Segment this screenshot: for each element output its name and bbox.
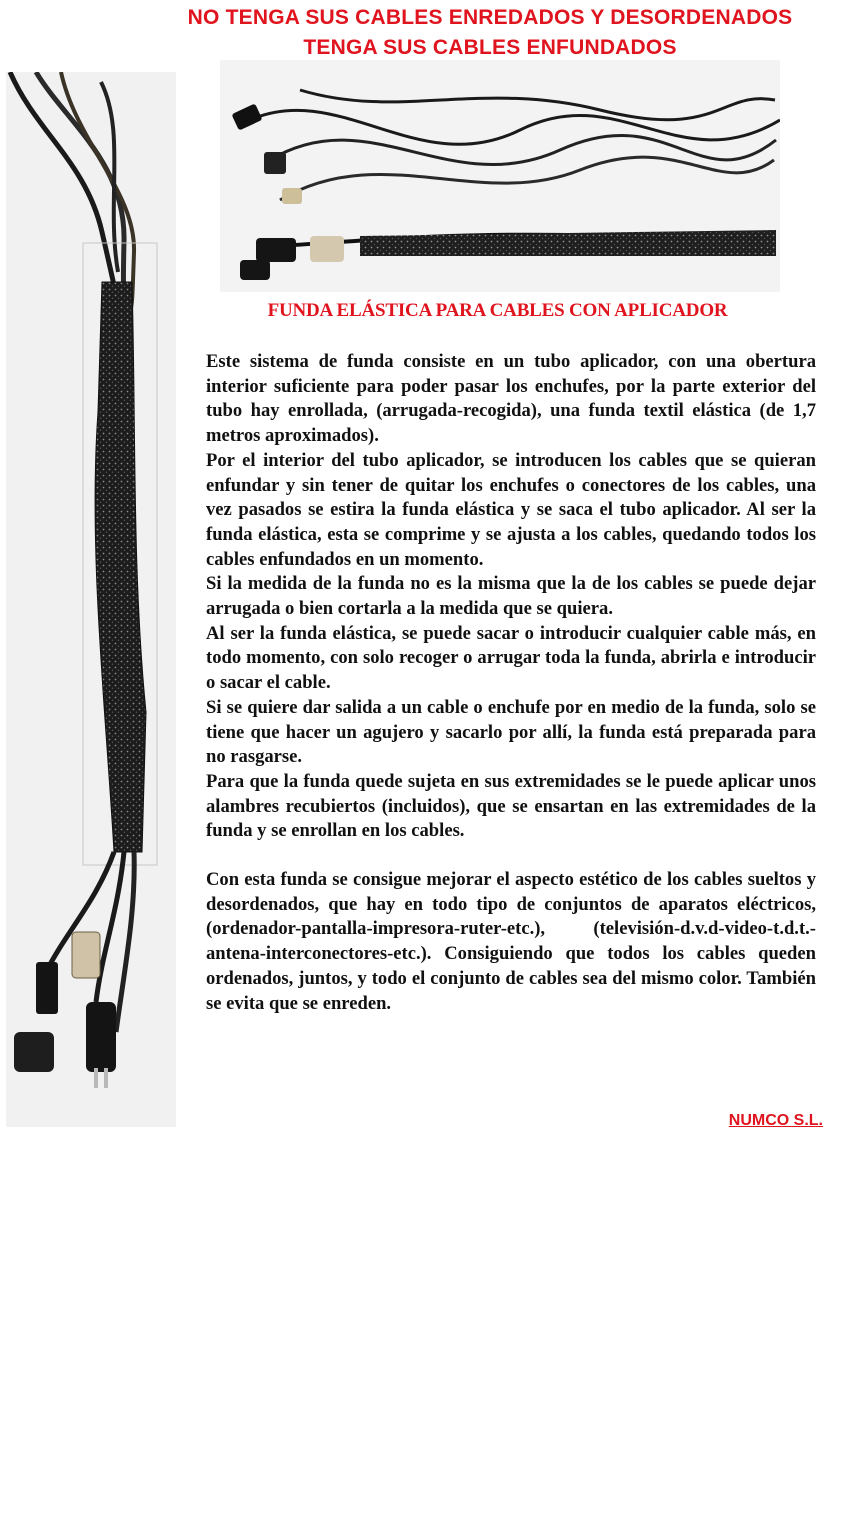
paragraph: Este sistema de funda consiste en un tubo aplicador, con una obertura interior suficiente para poder pasar los enchufes, por la parte exterior del tubo hay enrollada, (arrugada-recogida), una funda textil elástica (de 1,7 metros aproximados). xyxy=(206,351,816,447)
headline-line-2: TENGA SUS CABLES ENFUNDADOS xyxy=(303,36,677,59)
company-link[interactable]: NUMCO S.L. xyxy=(728,1112,823,1129)
paragraph: Para que la funda quede sujeta en sus extremidades se le puede aplicar unos alambres recubiertos (incluidos), que se ensartan en las extremidades de la funda y se enrollan en los cables. xyxy=(206,770,816,842)
paragraph: Al ser la funda elástica, se puede sacar o introducir cualquier cable más, en todo momento, con solo recoger o arrugar toda la funda, abrirla e introducir o sacar el cable. xyxy=(206,622,816,694)
description-text xyxy=(206,350,816,1016)
paragraph: Por el interior del tubo aplicador, se introducen los cables que se quieran enfundar y sin tener de quitar los enchufes o conectores de los cables, una vez pasados se estira la funda elástica y se saca el tubo aplicador. Al ser la funda elástica, esta se comprime y se ajusta a los cables, quedando todos los cables enfundados en un momento. xyxy=(206,449,816,570)
paragraph: Si se quiere dar salida a un cable o enchufe por en medio de la funda, solo se tiene que hacer un agujero y sacarlo por allí, la funda está preparada para no rasgarse. xyxy=(206,696,816,768)
paragraph: Con esta funda se consigue mejorar el aspecto estético de los cables sueltos y desordenados, que hay en todo tipo de conjuntos de aparatos eléctricos, (ordenador-pantalla-impresora-ruter-etc.), (televisión-d.v.d-video-t.d.t.-antena-interconectores-etc.). Consiguiendo que todos los cables queden ordenados, juntos, y todo el conjunto de cables sea del mismo color. También se evita que se enreden. xyxy=(206,869,816,1014)
product-subtitle: FUNDA ELÁSTICA PARA CABLES CON APLICADOR xyxy=(267,300,728,321)
paragraph: Si la medida de la funda no es la misma que la de los cables se puede dejar arrugada o bien cortarla a la medida que se quiera. xyxy=(206,573,816,620)
sleeved-cables-photo xyxy=(6,72,176,1127)
loose-cables-photo xyxy=(220,60,780,292)
headline-line-1: NO TENGA SUS CABLES ENREDADOS Y DESORDENADOS xyxy=(187,6,793,29)
